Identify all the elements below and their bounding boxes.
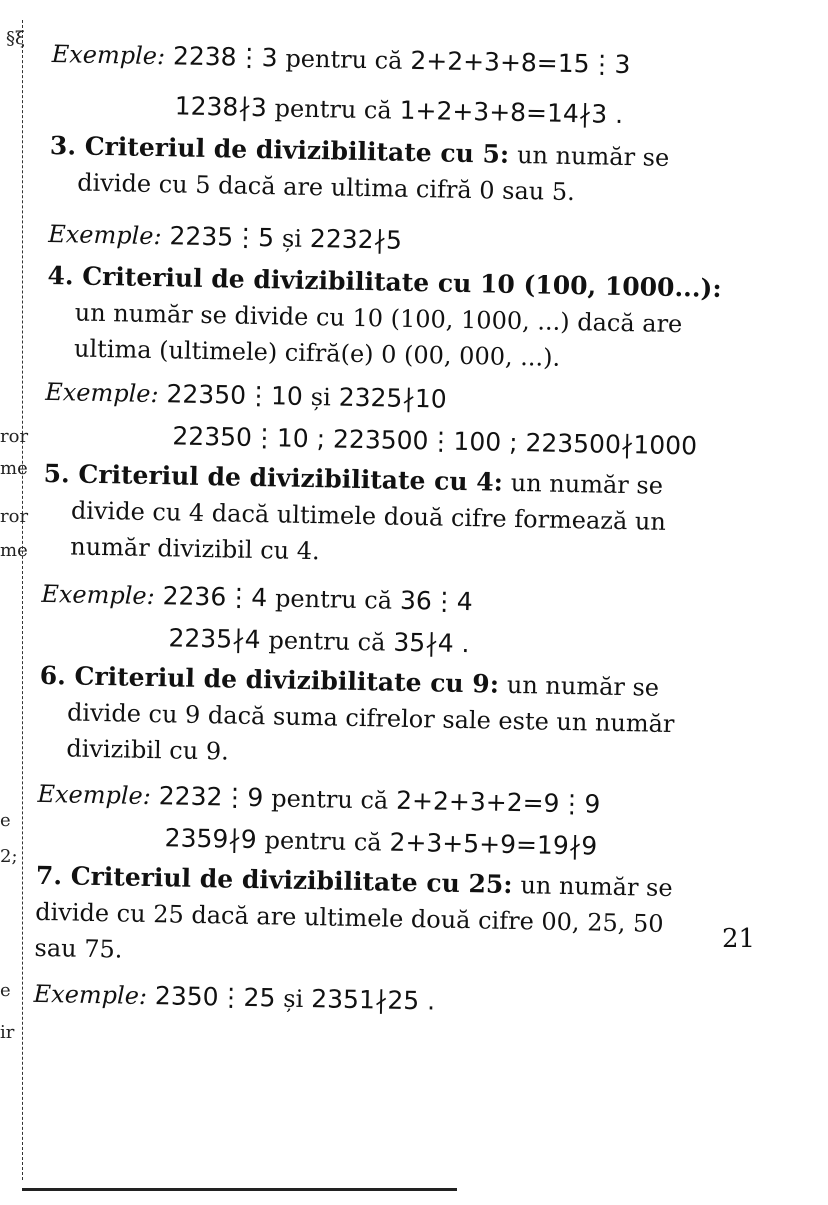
math-expression: 2+3+5+9=19∤9 <box>389 827 598 861</box>
example-text: pentru că <box>285 44 403 75</box>
criterion-heading-line <box>40 662 660 701</box>
math-expression: 2232⋮9 <box>158 781 264 813</box>
math-expression: 1238∤3 <box>174 91 268 123</box>
example-label: Exemple: <box>33 979 148 1010</box>
criterion-body: divide cu 5 dacă are ultima cifră 0 sau 5. <box>77 168 576 207</box>
example-line <box>45 378 447 413</box>
page-number: 21 <box>722 924 756 954</box>
margin-dashed-line <box>22 20 23 1180</box>
margin-bleed-text: ir <box>0 1022 15 1043</box>
criterion-body: ultima (ultimele) cifră(e) 0 (00, 000, ...). <box>73 334 561 372</box>
criterion-body-line <box>34 934 122 963</box>
math-expression: 2359∤9 <box>164 823 257 855</box>
criterion-heading: 3. Criteriul de divizibilitate cu 5: <box>49 130 510 169</box>
criterion-body-line <box>70 532 320 564</box>
math-expression: 2235⋮5 <box>169 221 275 253</box>
example-line <box>174 92 623 128</box>
example-line <box>51 40 630 79</box>
math-expression: 36⋮4 <box>399 585 474 617</box>
example-text: pentru că <box>274 584 393 615</box>
criterion-body: un număr se <box>516 140 670 172</box>
example-text: și <box>310 383 332 412</box>
margin-bleed-text: ror <box>0 506 29 527</box>
criterion-heading-line <box>36 862 673 902</box>
margin-bleed-text: e <box>0 810 11 831</box>
example-label: Exemple: <box>48 219 162 251</box>
example-text: și <box>283 984 304 1013</box>
example-text: pentru că <box>274 94 392 125</box>
example-line <box>41 580 473 616</box>
margin-bleed-text: §ξ <box>6 28 25 49</box>
criterion-heading-line <box>50 132 670 171</box>
math-expression: 2+2+3+8=15⋮3 <box>410 45 631 80</box>
criterion-body: un număr se <box>520 871 673 903</box>
bottom-rule <box>22 1188 457 1191</box>
criterion-body: divizibil cu 9. <box>66 734 230 766</box>
example-label: Exemple: <box>37 779 152 811</box>
example-label: Exemple: <box>44 377 159 409</box>
math-expression: 2350⋮25 <box>154 981 276 1013</box>
criterion-body: divide cu 4 dacă ultimele două cifre formează un <box>70 496 667 536</box>
criterion-heading: 7. Criteriul de divizibilitate cu 25: <box>35 860 513 899</box>
example-label: Exemple: <box>51 40 166 71</box>
example-text: și <box>281 224 303 253</box>
margin-bleed-text: ror <box>0 426 29 447</box>
example-line <box>48 220 402 254</box>
example-line <box>33 980 435 1015</box>
criterion-body-line <box>77 169 575 206</box>
criterion-body: un număr se <box>510 468 664 500</box>
criterion-body-line <box>66 734 229 765</box>
example-line <box>172 422 697 460</box>
math-expression: 2235∤4 <box>168 623 261 655</box>
criterion-body: divide cu 9 dacă suma cifrelor sale este un număr <box>66 698 675 739</box>
example-text: pentru că <box>270 784 389 815</box>
math-expression: 2+2+3+2=9⋮9 <box>395 785 601 819</box>
criterion-body: sau 75. <box>34 933 123 964</box>
math-expression: 2238⋮3 <box>172 41 278 73</box>
criterion-heading: 5. Criteriul de divizibilitate cu 4: <box>43 458 504 497</box>
criterion-body-line <box>75 298 683 337</box>
math-expression: 22350⋮10 <box>166 379 304 411</box>
math-expression: 1+2+3+8=14∤3 . <box>399 95 624 129</box>
criterion-body: un număr se <box>506 670 660 702</box>
criterion-body: număr divizibil cu 4. <box>70 532 320 566</box>
criterion-body-line <box>71 496 666 535</box>
criterion-heading-line <box>47 262 722 302</box>
margin-bleed-text: me <box>0 458 28 479</box>
math-expression: 2325∤10 <box>338 382 447 414</box>
example-label: Exemple: <box>41 579 155 611</box>
example-line <box>164 824 597 860</box>
criterion-heading: 6. Criteriul de divizibilitate cu 9: <box>39 660 500 699</box>
math-expression: 22350⋮10 ; 223500⋮100 ; 223500∤1000 <box>172 421 698 461</box>
criterion-body: un număr se divide cu 10 (100, 1000, ...) dacă are <box>74 298 683 339</box>
math-expression: 2351∤25 . <box>311 984 436 1016</box>
math-expression: 35∤4 . <box>393 627 470 659</box>
example-text: pentru că <box>264 826 382 857</box>
criterion-body-line <box>35 898 664 938</box>
criterion-heading: 4. Criteriul de divizibilitate cu 10 (100, 1000...): <box>47 260 722 303</box>
margin-bleed-text: 2; <box>0 846 18 867</box>
example-line <box>168 624 470 657</box>
example-text: pentru că <box>268 626 386 657</box>
criterion-body-line <box>74 334 561 371</box>
criterion-body: divide cu 25 dacă are ultimele două cifre 00, 25, 50 <box>34 897 664 938</box>
criterion-heading-line <box>43 460 663 499</box>
example-line <box>37 780 600 818</box>
margin-bleed-text: e <box>0 980 11 1001</box>
criterion-body-line <box>67 698 675 737</box>
math-expression: 2236⋮4 <box>162 581 268 613</box>
math-expression: 2232∤5 <box>309 223 403 255</box>
margin-bleed-text: me <box>0 540 28 561</box>
